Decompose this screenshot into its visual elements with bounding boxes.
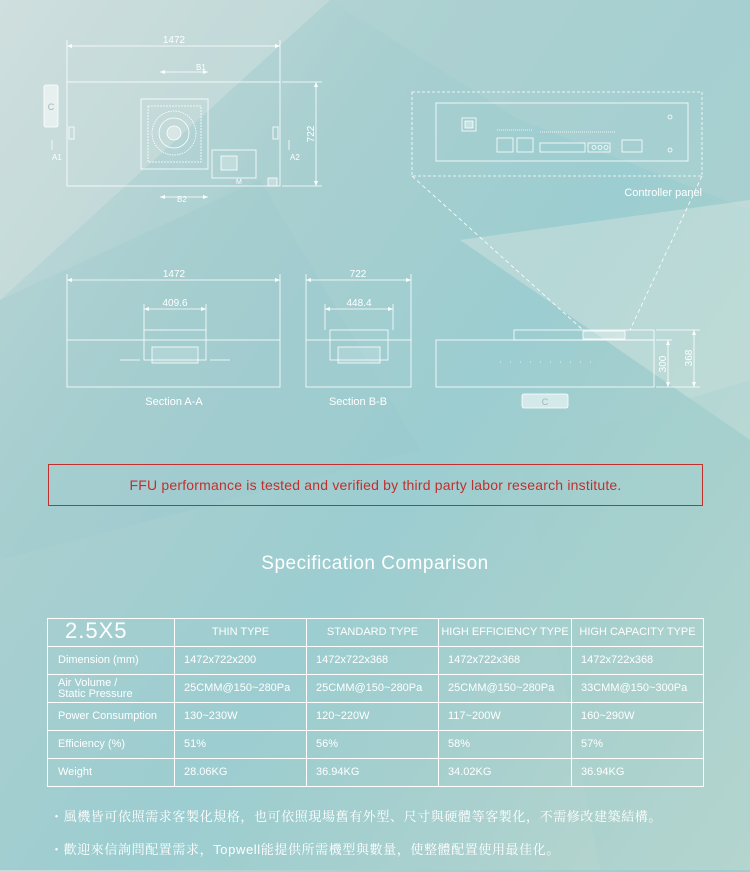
leader-line: [412, 176, 583, 330]
spec-comparison-title: Specification Comparison: [261, 553, 489, 574]
c-tab-label: C: [47, 102, 55, 112]
table-row: [48, 759, 704, 787]
side-view-c: [436, 330, 700, 408]
section-aa: [67, 269, 280, 408]
notice-text: FFU performance is tested and verified by third party labor research institute.: [129, 477, 622, 493]
table-cell: 51%: [175, 731, 307, 759]
table-header-row: [48, 619, 704, 647]
table-cell: 36.94KG: [572, 759, 704, 787]
m-label: M: [236, 179, 242, 186]
table-cell: 25CMM@150~280Pa: [307, 675, 439, 703]
header-high-efficiency-type: HIGH EFFICIENCY TYPE: [439, 619, 572, 647]
b1-label: B1: [196, 63, 206, 72]
header-high-capacity-type: HIGH CAPACITY TYPE: [572, 619, 704, 647]
table-cell: 117~200W: [439, 703, 572, 731]
table-row: [48, 647, 704, 675]
section-bb: [306, 269, 411, 408]
table-cell: 1472x722x368: [307, 647, 439, 675]
row-label-line1: Air Volume /: [58, 676, 118, 689]
model-logo: 2.5X5: [65, 618, 128, 643]
table-row: [48, 703, 704, 731]
header-standard-type: STANDARD TYPE: [307, 619, 439, 647]
controller-caption: Controller panel: [624, 187, 702, 199]
spec-table: [47, 618, 704, 787]
section-aa-caption: Section A-A: [145, 396, 203, 408]
top-width-label: 1472: [162, 35, 186, 46]
table-cell: 34.02KG: [439, 759, 572, 787]
model-logo-cell: [48, 619, 175, 647]
row-label: [48, 675, 175, 703]
row-label: Weight: [48, 759, 175, 787]
b2-label: B2: [177, 195, 187, 204]
notice-box: [48, 464, 703, 506]
a1-label: A1: [52, 153, 62, 162]
table-cell: 120~220W: [307, 703, 439, 731]
section-bb-caption: Section B-B: [328, 396, 388, 408]
note-item: ・風機皆可依照需求客製化規格，也可依照現場舊有外型、尺寸與硬體等客製化，不需修改建築結構。: [50, 809, 663, 824]
table-cell: 1472x722x200: [175, 647, 307, 675]
table-row: [48, 675, 704, 703]
note-item: ・歡迎來信詢問配置需求，Topwell能提供所需機型與數量，使整體配置使用最佳化。: [50, 842, 560, 857]
row-label: Efficiency (%): [48, 731, 175, 759]
notes: [50, 806, 662, 872]
header-thin-type: THIN TYPE: [175, 619, 307, 647]
row-label-line2: Static Pressure: [58, 687, 133, 700]
table-row: [48, 731, 704, 759]
dim-300-label: 300: [658, 355, 669, 373]
side-view-body: [436, 340, 654, 387]
table-cell: 36.94KG: [307, 759, 439, 787]
table-cell: 160~290W: [572, 703, 704, 731]
table-cell: 28.06KG: [175, 759, 307, 787]
section-bb-width-label: 722: [349, 269, 367, 280]
controller-panel-detail: [412, 92, 702, 330]
table-cell: 58%: [439, 731, 572, 759]
controller-detail-frame: [412, 92, 702, 176]
table-cell: 1472x722x368: [572, 647, 704, 675]
section-bb-inner-label: 448.4: [346, 298, 372, 309]
row-label: Dimension (mm): [48, 647, 175, 675]
table-cell: 25CMM@150~280Pa: [439, 675, 572, 703]
a2-label: A2: [290, 153, 300, 162]
table-cell: 25CMM@150~280Pa: [175, 675, 307, 703]
dim-368-label: 368: [684, 349, 695, 367]
top-view: [44, 35, 322, 204]
section-aa-inner-label: 409.6: [162, 298, 188, 309]
table-cell: 56%: [307, 731, 439, 759]
table-cell: 1472x722x368: [439, 647, 572, 675]
top-height-label: 722: [306, 125, 317, 143]
table-cell: 33CMM@150~300Pa: [572, 675, 704, 703]
table-cell: 130~230W: [175, 703, 307, 731]
side-c-label: C: [541, 397, 549, 407]
table-cell: 57%: [572, 731, 704, 759]
section-aa-width-label: 1472: [162, 269, 186, 280]
row-label: Power Consumption: [48, 703, 175, 731]
